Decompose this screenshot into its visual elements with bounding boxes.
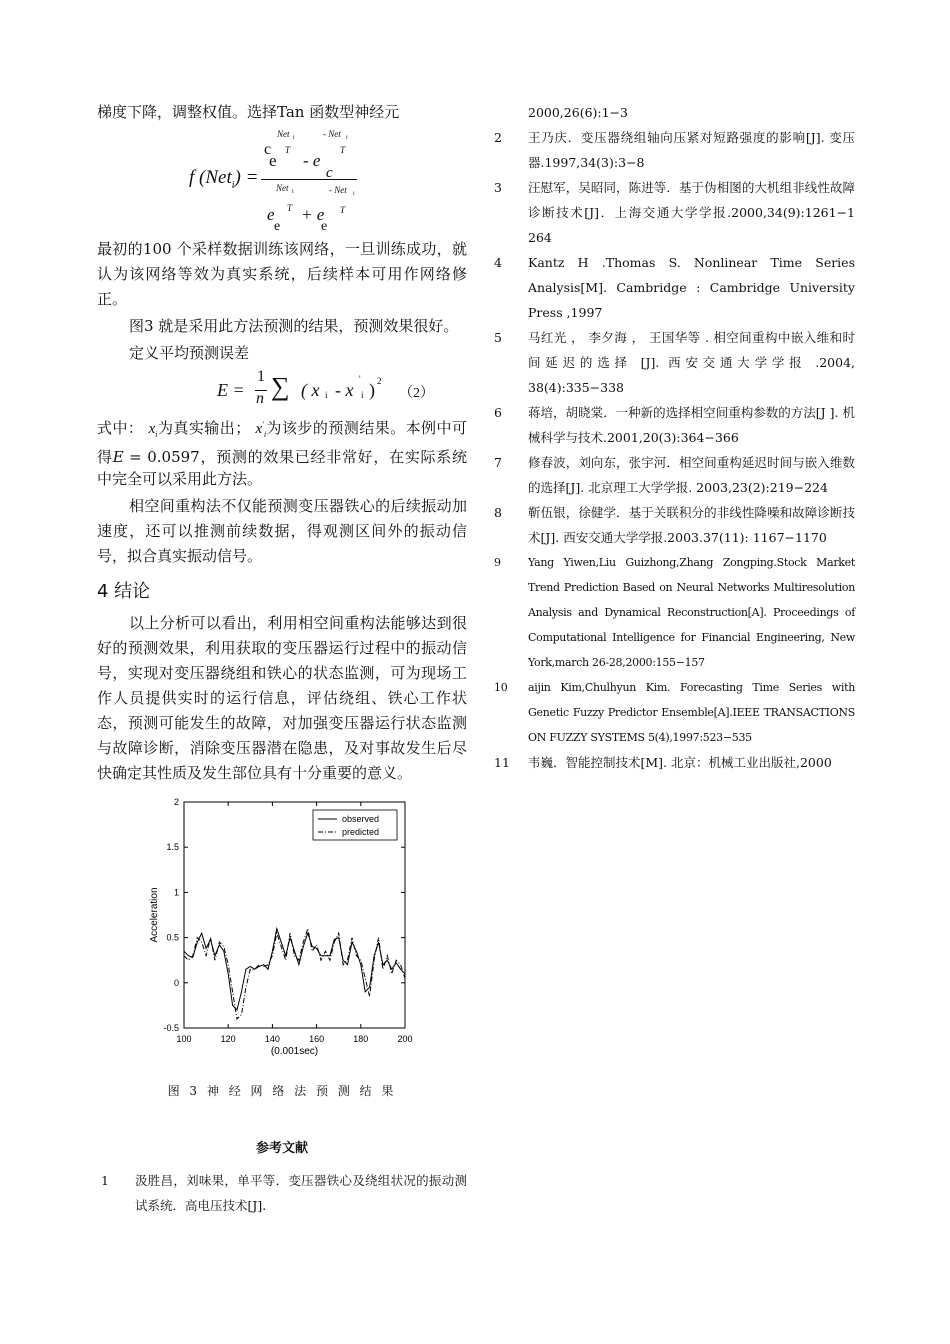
section-heading-conclusion: 4 结论 [97, 581, 151, 602]
reference-text: Yang Yiwen,Liu Guizhong,Zhang Zongping.Stock Market Trend Prediction Based on Neural Networks Multiresolution Analysis and Dynamical Reconstruction[A]. Proceedings of Computational Intelligence for Financial Engineering, New York,march 26-28,2000:155−157 [528, 556, 855, 669]
reference-item [490, 400, 855, 450]
den-plus: + e [301, 205, 325, 224]
reference-number: 7 [494, 455, 502, 470]
paragraph-training: 最初的100 个采样数据训练该网络，一旦训练成功，就认为该网络等效为真实系统，后续样本可用作网络修正。 [97, 240, 467, 308]
err-lhs: E = [217, 380, 245, 400]
den-T1: T [287, 203, 293, 213]
legend-label-predicted: predicted [342, 827, 380, 837]
num-exp1-sub: i [293, 135, 295, 141]
reference-text: 蒋培，胡晓棠．一种新的选择相空间重构参数的方法[J ]. 机械科学与技术.2001,20(3):364−366 [528, 405, 855, 445]
reference-item [490, 500, 855, 550]
err-sub1: i [325, 390, 328, 400]
reference-number: 3 [494, 180, 502, 195]
paragraph-figure3: 图3 就是采用此方法预测的结果，预测效果很好。 [129, 317, 459, 335]
err-sub2: i [361, 390, 364, 400]
err-minus: - x [335, 380, 354, 400]
num-c2: c [326, 165, 333, 181]
x-tick-label: 180 [353, 1034, 369, 1044]
right-column [490, 100, 855, 775]
var-x-prime: $x'_i$ [255, 420, 267, 439]
num-exp2: - Net [323, 129, 341, 139]
reference-number: 2 [494, 130, 502, 145]
figure3-chart [147, 796, 427, 1076]
series-line-observed [184, 929, 405, 1010]
reference-text: 马红光 ， 李夕海 ， 王国华等 . 相空间重构中嵌入维和时间延迟的选择 [J]. 西安交通大学学报 .2004, 38(4):335−338 [528, 330, 855, 395]
error-formula [97, 366, 467, 414]
den-T2: T [340, 205, 346, 215]
num-minus: - e [303, 151, 321, 170]
x-tick-label: 100 [176, 1034, 192, 1044]
den-e1: e [267, 205, 275, 224]
reference-text: 韦巍．智能控制技术[M]. 北京：机械工业出版社,2000 [528, 755, 832, 770]
x-tick-label: 160 [309, 1034, 325, 1044]
err-sigma: ∑ [271, 372, 290, 401]
formula-lhs: f (Net$_i$) = [189, 167, 259, 191]
y-tick-label: 2 [173, 797, 179, 807]
reference-item [490, 175, 855, 250]
figure-caption: 图 3 神 经 网 络 法 预 测 结 果 [167, 1084, 397, 1098]
err-frac-den: n [256, 390, 264, 407]
reference-text: 汲胜昌，刘味果，单平等．变压器铁心及绕组状况的振动测试系统．高电压技术[J]. [135, 1173, 467, 1213]
paragraph-define-error: 定义平均预测误差 [129, 344, 250, 362]
paragraph-where: 式中： $x_i$为真实输出； $x'_i$为该步的预测结果。本例中可得E = 0.0597，预测的效果已经非常好，在实际系统中完全可以采用此方法。 [97, 419, 467, 488]
reference-item [490, 750, 855, 775]
paragraph-gradient: 梯度下降，调整权值。选择Tan 函数型神经元 [97, 103, 400, 121]
reference-item [490, 675, 855, 750]
den-exp2-sub: i [353, 191, 355, 197]
y-tick-label: 1.5 [166, 842, 179, 853]
err-power: 2 [377, 376, 382, 386]
reference-item [97, 1168, 467, 1218]
x-tick-label: 140 [264, 1034, 280, 1044]
var-x: $x_i$ [148, 421, 158, 439]
x-axis-label: (0.001sec) [270, 1046, 319, 1056]
reference-text: 王乃庆．变压器绕组轴向压紧对短路强度的影响[J]. 变压器.1997,34(3):3−8 [528, 130, 855, 170]
reference-text: 汪慰军，吴昭同，陈进等．基于伪相图的大机组非线性故障诊断技术[J]．上海交通大学学报.2000,34(9):1261−1 264 [528, 180, 855, 245]
den-e-below1: e [274, 219, 281, 234]
err-body: ( x [301, 380, 320, 400]
reference-number: 10 [494, 681, 508, 694]
paragraph-conclusion: 以上分析可以看出，利用相空间重构法能够达到很好的预测效果，利用获取的变压器运行过程中的振动信号，实现对变压器绕组和铁心的状态监测，可为现场工作人员提供实时的运行信息，评估绕组、铁心工作状态，预测可能发生的故障，对加强变压器运行状态监测与故障诊断，消除变压器潜在隐患，及对事故发生后尽快确定其性质及发生部位具有十分重要的意义。 [97, 614, 467, 782]
left-column [97, 100, 467, 1218]
reference-item [490, 250, 855, 325]
den-exp2: - Net [329, 185, 347, 195]
reference-list [490, 125, 855, 775]
references-heading: 参考文献 [255, 1141, 308, 1156]
x-tick-label: 200 [397, 1034, 413, 1044]
y-tick-label: 0.5 [166, 932, 179, 943]
reference-number: 9 [494, 556, 501, 569]
y-tick-label: 0 [173, 977, 179, 988]
reference-item [490, 125, 855, 175]
reference-text: Kantz H .Thomas S. Nonlinear Time Series Analysis[M]. Cambridge : Cambridge University Press ,1997 [528, 255, 855, 320]
den-exp1: Net [276, 183, 289, 193]
reference-number: 5 [494, 330, 502, 345]
var-E: E [112, 448, 124, 466]
legend-label-observed: observed [342, 814, 380, 824]
reference-item [490, 450, 855, 500]
num-exp2-sub: i [346, 135, 348, 141]
tanh-formula [97, 125, 467, 237]
num-exp1: Net [277, 129, 290, 139]
err-prime: ' [359, 374, 361, 384]
reference-number: 8 [494, 505, 502, 520]
fraction-bar [261, 179, 357, 180]
den-exp1-sub: i [292, 189, 294, 195]
reference-number: 1 [101, 1173, 109, 1188]
reference-text: aijin Kim,Chulhyun Kim. Forecasting Time Series with Genetic Fuzzy Predictor Ensemble[A].IEEE TRANSACTIONS ON FUZZY SYSTEMS 5(4),1997:523−535 [528, 681, 855, 744]
reference-number: 4 [494, 255, 502, 270]
reference-item [490, 550, 855, 675]
x-tick-label: 120 [220, 1034, 236, 1044]
num-e1: e [269, 151, 277, 170]
err-close: ) [369, 380, 375, 400]
y-tick-label: 1 [173, 887, 179, 898]
y-axis-label: Acceleration [149, 887, 160, 943]
reference-number: 11 [494, 755, 510, 770]
chart-svg [147, 796, 427, 1056]
paragraph-phase-space: 相空间重构法不仅能预测变压器铁心的后续振动加速度，还可以推测前续数据，得观测区间外的振动信号，拟合真实振动信号。 [97, 497, 467, 565]
reference-continuation: 2000,26(6):1−3 [528, 105, 628, 120]
err-frac-num: 1 [257, 368, 265, 385]
reference-text: 修春波，刘向东，张宇河．相空间重构延迟时间与嵌入维数的选择[J]. 北京理工大学学报. 2003,23(2):219−224 [528, 455, 855, 495]
num-T2: T [340, 145, 346, 155]
y-tick-label: -0.5 [163, 1023, 179, 1033]
num-c: c [264, 141, 272, 158]
num-T1: T [285, 145, 291, 155]
den-e-below2: e [321, 219, 328, 234]
reference-text: 靳伍银，徐健学．基于关联积分的非线性降噪和故障诊断技术[J]. 西安交通大学学报.2003.37(11): 1167−1170 [528, 505, 855, 545]
equation-number: （2） [399, 386, 434, 401]
reference-number: 6 [494, 405, 502, 420]
reference-item [490, 325, 855, 400]
